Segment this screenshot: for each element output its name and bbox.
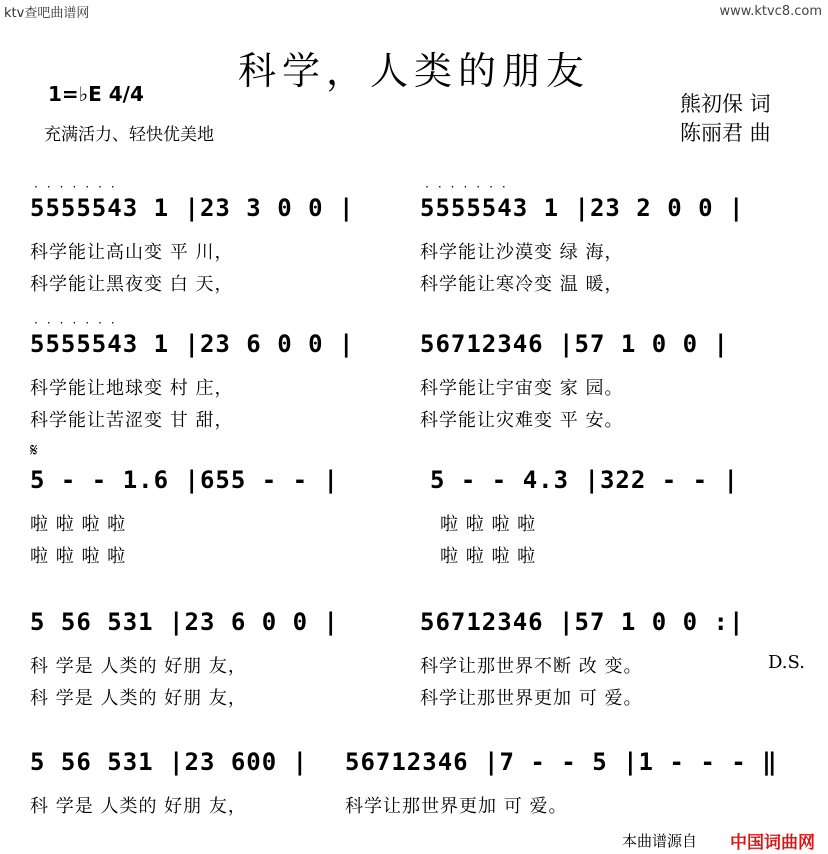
notes-measure-group: 5 - - 1.6 |655 - - | — [30, 466, 339, 494]
notes-measure-group: 5 56 531 |23 6 0 0 | — [30, 608, 339, 636]
lyric-line: 科学能让宇宙变 家 园。 — [420, 378, 624, 399]
notes-measure-group: 5555543 1 |23 2 0 0 | — [420, 194, 745, 222]
lyric-line: 科 学是 人类的 好朋 友， — [30, 796, 247, 817]
octave-dots: ······· — [34, 316, 124, 330]
footer-source-link[interactable]: 中国词曲网 — [730, 833, 815, 853]
octave-dots: ······· — [34, 180, 124, 194]
key-signature: 1=♭E 4/4 — [48, 82, 144, 106]
lyric-line: 科学能让苦涩变 甘 甜， — [30, 410, 234, 431]
lyric-line: 啦 啦 啦 啦 — [30, 514, 127, 535]
segno-sign: 𝄋 — [30, 440, 38, 461]
lyric-line: 科学能让沙漠变 绿 海， — [420, 242, 624, 263]
notes-measure-group: 5 56 531 |23 600 | — [30, 748, 309, 776]
notes-measure-group: 56712346 |7 - - 5 |1 - - - ‖ — [345, 748, 778, 776]
notes-measure-group: 5 - - 4.3 |322 - - | — [430, 466, 739, 494]
lyric-line: 科学能让高山变 平 川， — [30, 242, 234, 263]
song-title: 科学，人类的朋友 — [237, 49, 590, 93]
lyric-line: 科学能让寒冷变 温 暖， — [420, 274, 624, 295]
lyric-line: 科学能让地球变 村 庄， — [30, 378, 234, 399]
lyric-line: 科 学是 人类的 好朋 友， — [30, 688, 247, 709]
watermark-right: www.ktvc8.com — [719, 4, 822, 19]
lyric-line: 啦 啦 啦 啦 — [440, 546, 537, 567]
footer-source-prefix: 本曲谱源自 — [622, 832, 698, 850]
octave-dots: ······· — [425, 180, 515, 194]
dal-segno-marking: D.S. — [768, 652, 805, 673]
lyric-line: 啦 啦 啦 啦 — [440, 514, 537, 535]
notes-measure-group: 56712346 |57 1 0 0 :| — [420, 608, 745, 636]
notes-measure-group: 56712346 |57 1 0 0 | — [420, 330, 729, 358]
lyric-line: 科学让那世界不断 改 变。 — [420, 656, 643, 677]
notes-measure-group: 5555543 1 |23 6 0 0 | — [30, 330, 355, 358]
lyric-line: 啦 啦 啦 啦 — [30, 546, 127, 567]
lyric-line: 科 学是 人类的 好朋 友， — [30, 656, 247, 677]
expression-marking: 充满活力、轻快优美地 — [44, 125, 214, 145]
notes-measure-group: 5555543 1 |23 3 0 0 | — [30, 194, 355, 222]
lyric-line: 科学让那世界更加 可 爱。 — [420, 688, 643, 709]
lyric-line: 科学能让灾难变 平 安。 — [420, 410, 624, 431]
composer-credit: 陈丽君 曲 — [680, 121, 771, 145]
watermark-left: ktv查吧曲谱网 — [4, 6, 90, 21]
lyric-line: 科学能让黑夜变 白 天， — [30, 274, 234, 295]
lyric-line: 科学让那世界更加 可 爱。 — [345, 796, 568, 817]
lyricist-credit: 熊初保 词 — [680, 92, 771, 116]
